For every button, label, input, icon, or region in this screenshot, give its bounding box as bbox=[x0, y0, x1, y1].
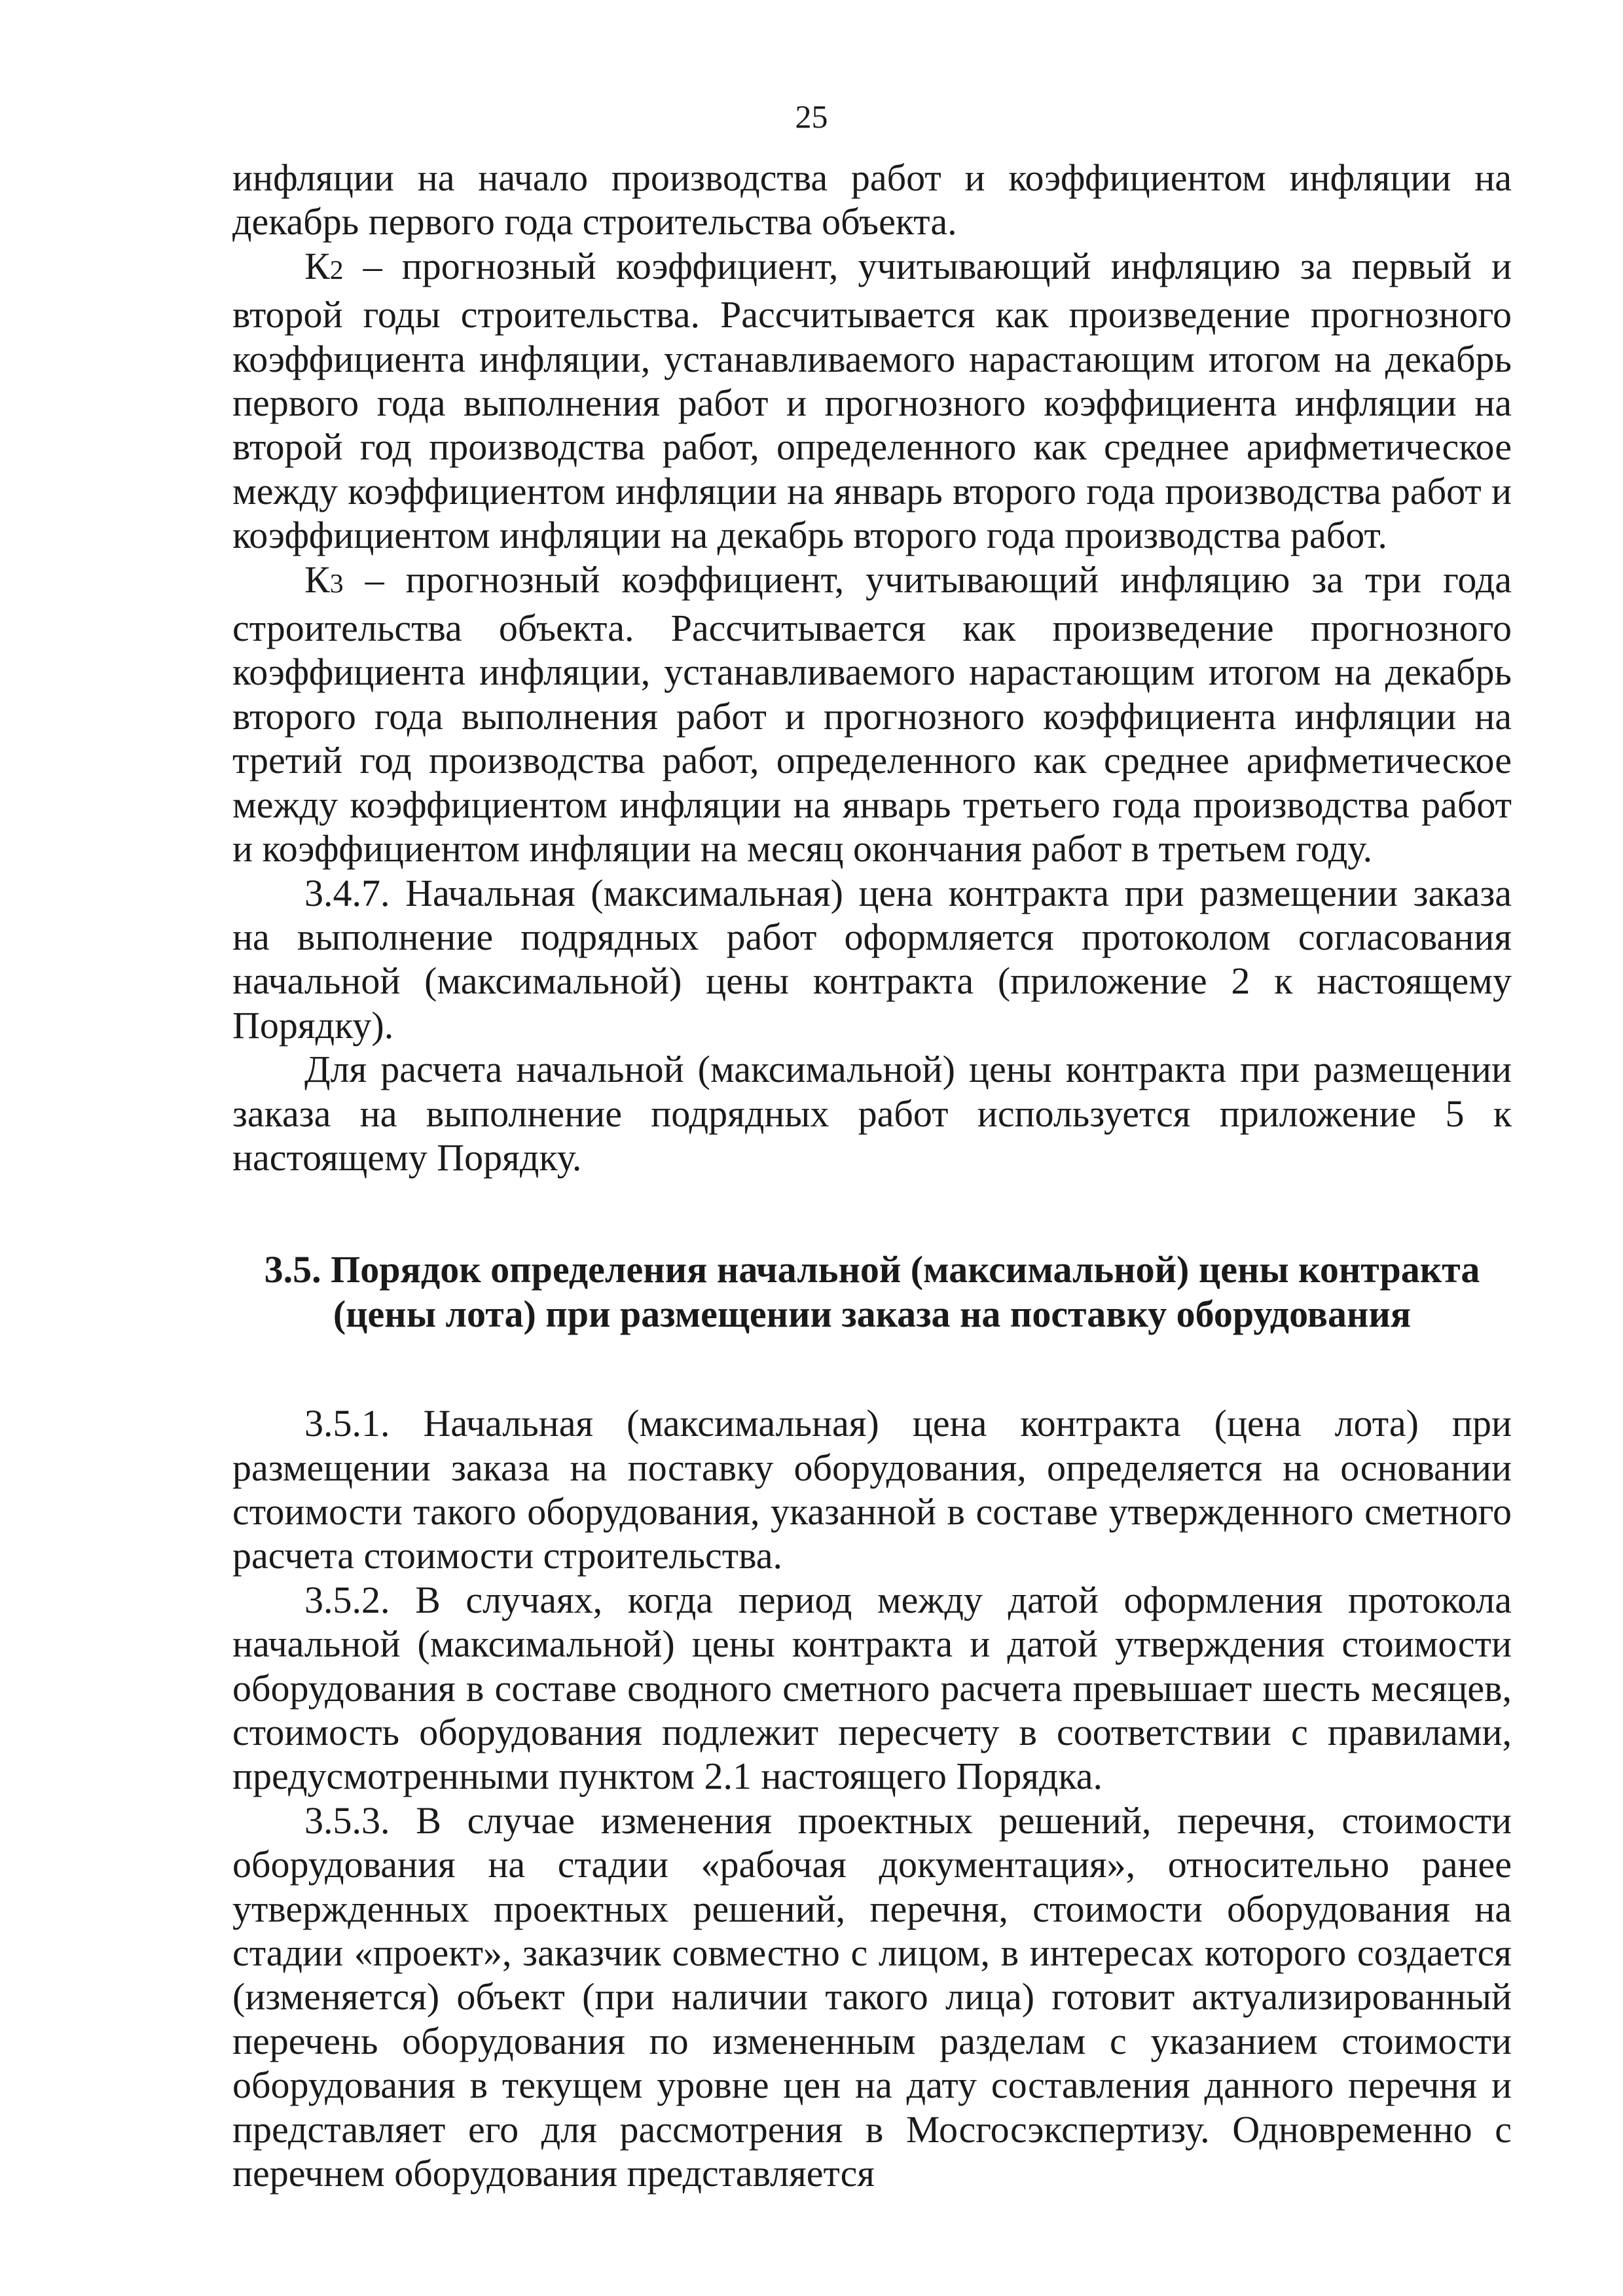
paragraph-k3-definition bbox=[232, 558, 1512, 871]
k2-subscript: 2 bbox=[329, 255, 344, 285]
section-heading-line-1: 3.5. Порядок определения начальной (максимальной) цены контракта bbox=[264, 1248, 1480, 1291]
page-number: 25 bbox=[795, 98, 828, 135]
paragraph-3-5-3: 3.5.3. В случае изменения проектных решений, перечня, стоимости оборудования на стадии «рабочая документация», относительно ранее утвержденных проектных решений, перечня, стоимости оборудования на стадии «проект», заказчик совместно с лицом, в интересах которого создается (изменяется) объект (при наличии такого лица) готовит актуализированный перечень оборудования по измененным разделам с указанием стоимости оборудования в текущем уровне цен на дату составления данного перечня и представляет его для рассмотрения в Мосгосэкспертизу. Одновременно с перечнем оборудования представляется bbox=[232, 1799, 1512, 2195]
paragraph-3-5-2: 3.5.2. В случаях, когда период между датой оформления протокола начальной (максимальной) цены контракта и датой утверждения стоимости оборудования в составе сводного сметного расчета превышает шесть месяцев, стоимость оборудования подлежит пересчету в соответствии с правилами, предусмотренными пунктом 2.1 настоящего Порядка. bbox=[232, 1578, 1512, 1798]
paragraph-3-5-1: 3.5.1. Начальная (максимальная) цена контракта (цена лота) при размещении заказа на поставку оборудования, определяется на основании стоимости такого оборудования, указанной в составе утвержденного сметного расчета стоимости строительства. bbox=[232, 1402, 1512, 1577]
k2-text: – прогнозный коэффициент, учитывающий инфляцию за первый и второй годы строительства. Рассчитывается как произведение прогнозного коэффициента инфляции, устанавливаемого нарастающим итогом на декабрь первого года выполнения работ и прогнозного коэффициента инфляции на второй год производства работ, определенного как среднее арифметическое между коэффициентом инфляции на январь второго года производства работ и коэффициентом инфляции на декабрь второго года производства работ. bbox=[232, 244, 1512, 557]
k3-subscript: 3 bbox=[329, 568, 344, 599]
paragraph-k2-definition bbox=[232, 244, 1512, 558]
k3-symbol: К bbox=[304, 558, 330, 601]
k3-text: – прогнозный коэффициент, учитывающий инфляцию за три года строительства объекта. Рассчитывается как произведение прогнозного коэффициента инфляции, устанавливаемого нарастающим итогом на декабрь второго года выполнения работ и прогнозного коэффициента инфляции на третий год производства работ, определенного как среднее арифметическое между коэффициентом инфляции на январь третьего года производства работ и коэффициентом инфляции на месяц окончания работ в третьем году. bbox=[232, 558, 1512, 870]
k2-symbol: К bbox=[304, 244, 330, 287]
page-content bbox=[232, 156, 1512, 2195]
paragraph-3-4-7: 3.4.7. Начальная (максимальная) цена контракта при размещении заказа на выполнение подрядных работ оформляется протоколом согласования начальной (максимальной) цены контракта (приложение 2 к настоящему Порядку). bbox=[232, 871, 1512, 1047]
section-heading-3-5 bbox=[232, 1247, 1512, 1336]
paragraph-inflation-continuation: инфляции на начало производства работ и коэффициентом инфляции на декабрь первого года строительства объекта. bbox=[232, 156, 1512, 243]
section-heading-line-2: (цены лота) при размещении заказа на поставку оборудования bbox=[333, 1292, 1412, 1335]
paragraph-price-calculation: Для расчета начальной (максимальной) цены контракта при размещении заказа на выполнение подрядных работ используется приложение 5 к настоящему Порядку. bbox=[232, 1048, 1512, 1179]
